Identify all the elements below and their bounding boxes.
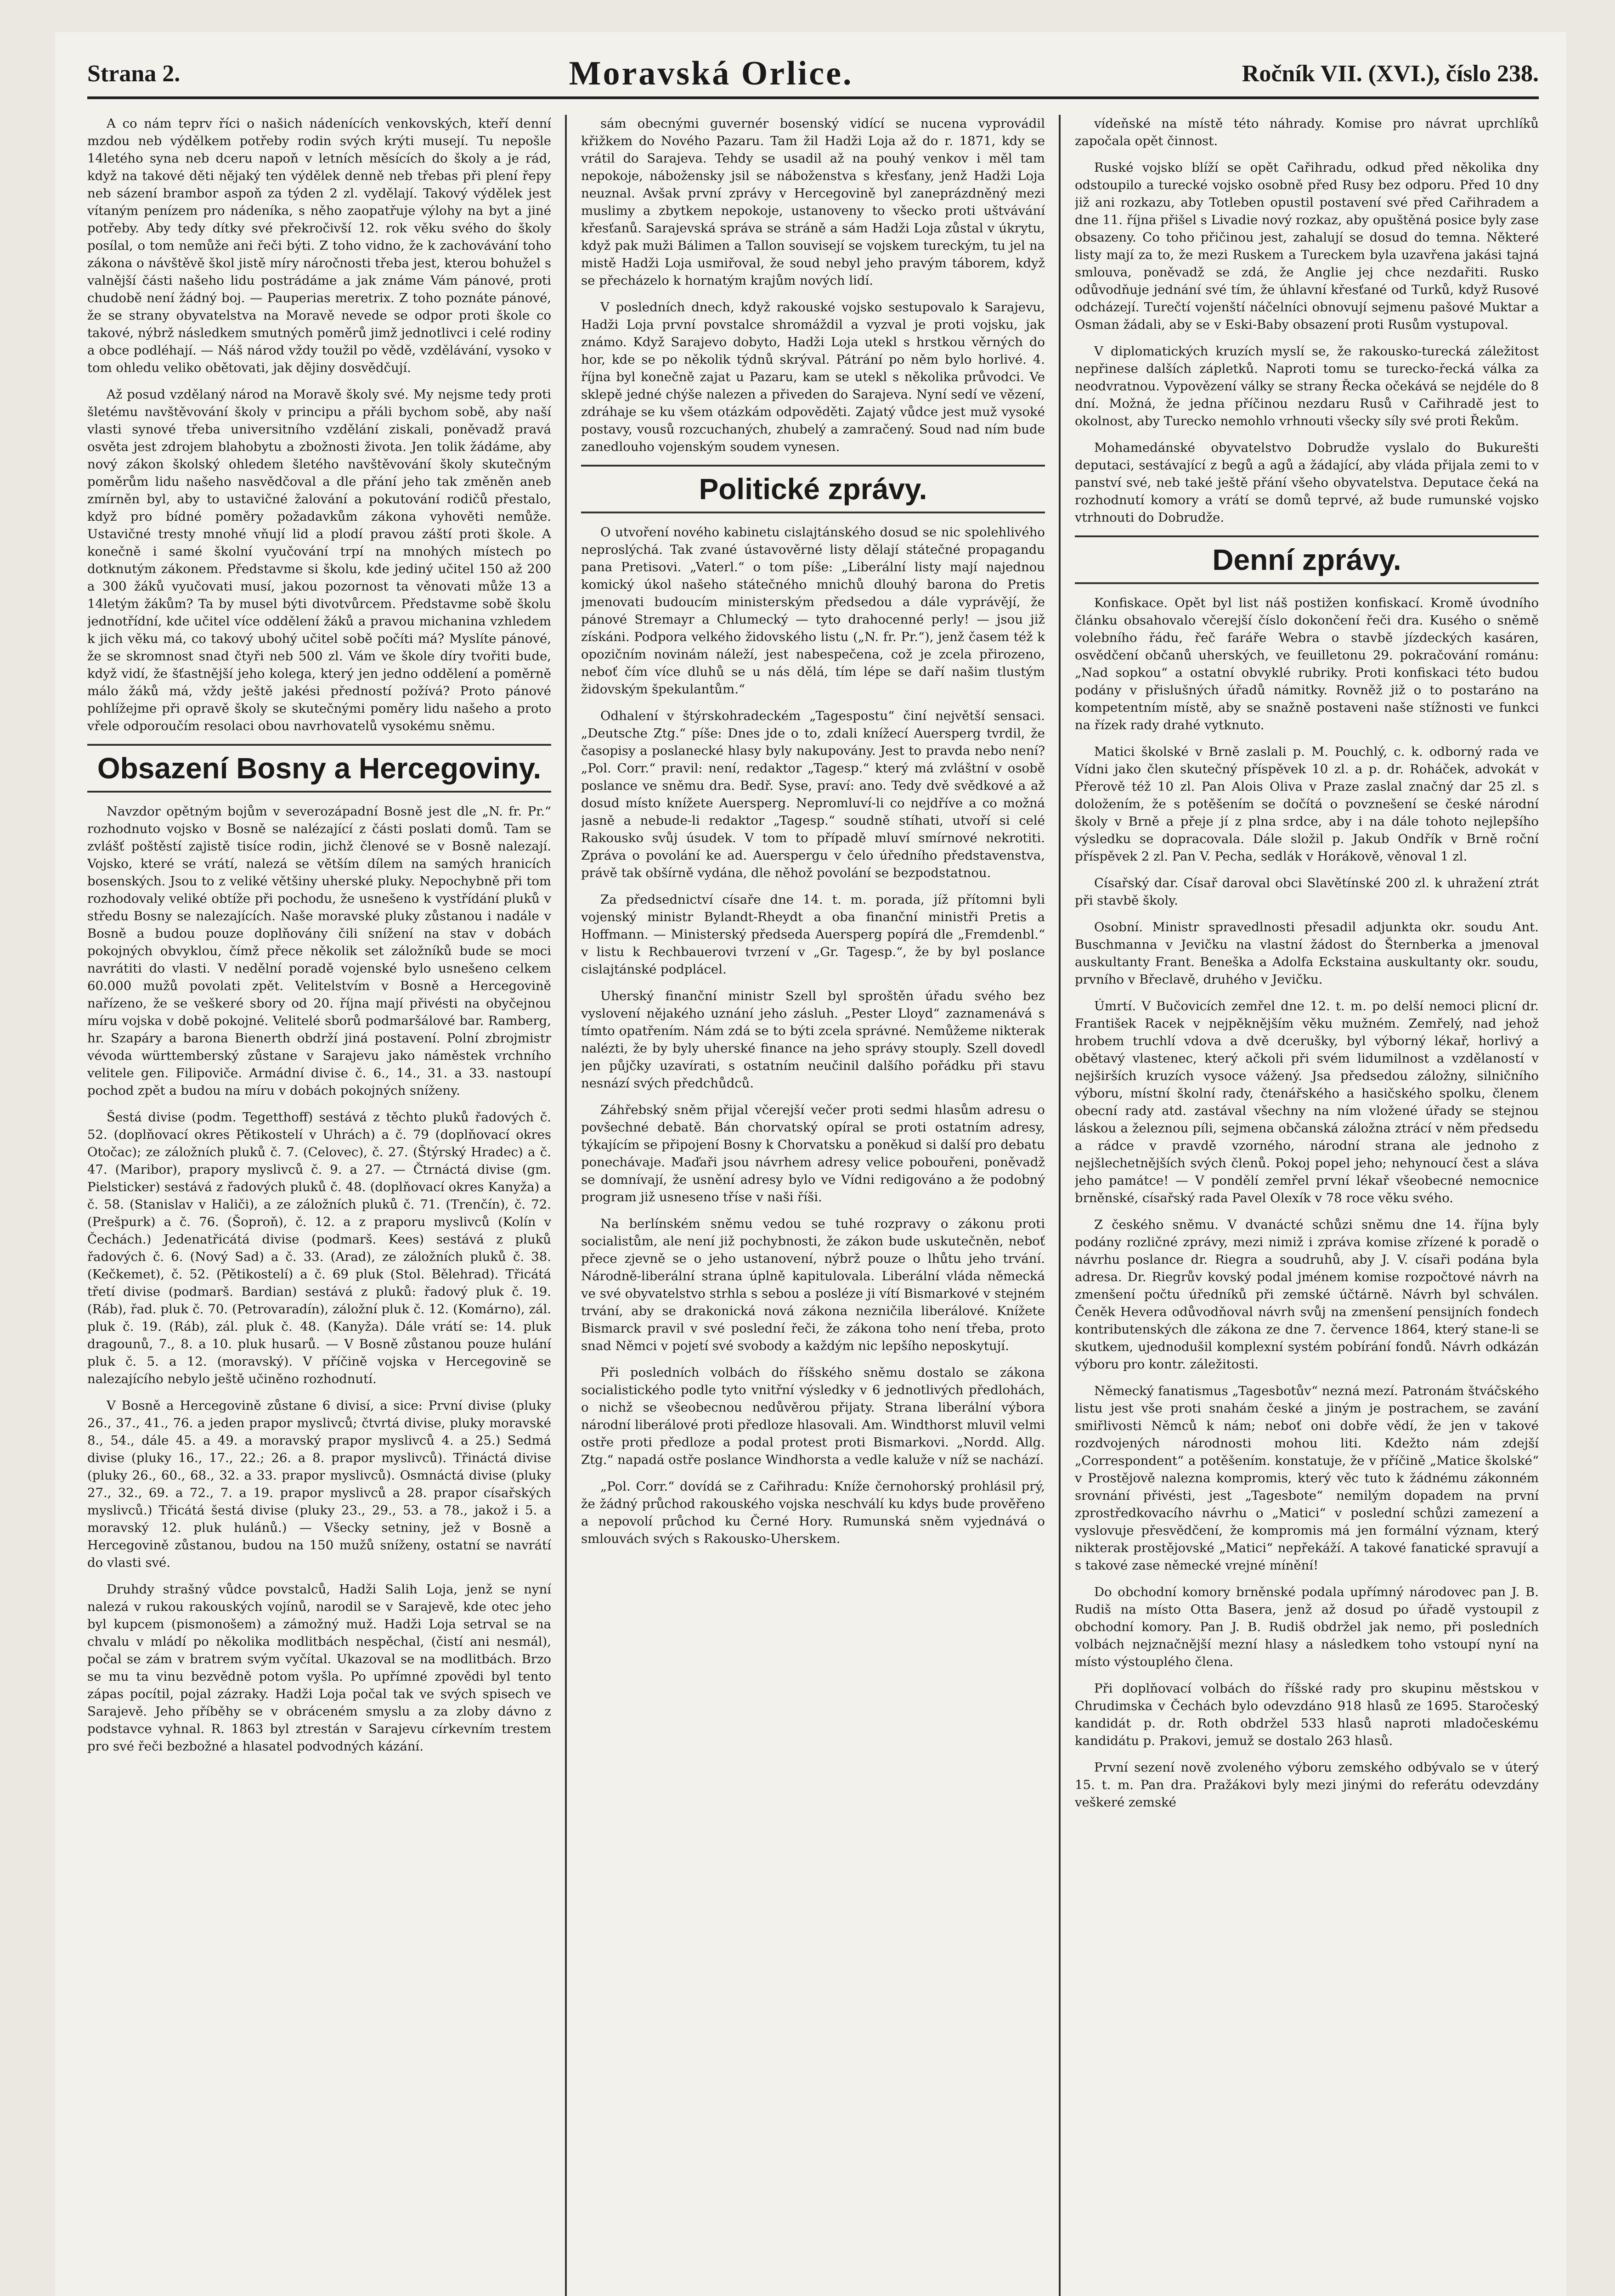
- article-paragraph: O utvoření nového kabinetu cislajtánského dosud se nic spolehlivého neproslýchá. Tak zvané ústavověrné listy dělají státečné propagandu pana Pretisovi. „Vaterl.“ o tom píše: „Liberální listy mají najednou komický úkol našeho státečného mnichů dlouhý barona do Pretis jmenovati budoucím ministerským předsedou a dále vyprávějí, že pánové Stremayr a Chlumecký — tyto drahocenné perly! — jsou již získáni. Podpora velkého židovského listu („N. fr. Pr.“), jenž časem též k opozičním novinám náleží, jest nabespečena, což je zcela přirozeno, neboť čím více dluhů se u nás dělá, tím lépe se daří našim tlustým židovským špekulantům.“: [581, 525, 1045, 697]
- article-paragraph: Německý fanatismus „Tagesbotův“ nezná mezí. Patronám štváčského listu jest vše proti snahám české a jiným je postrachem, se zavání smiřlivosti Němců k nám; neboť oni dobře vědí, že jen v takové rozdvojených národnosti mohou liti. Kdežto nám zdejší „Correspondent“ a potěšením. konstatuje, že v příčině „Matice školské“ v Prostějově nalezna kompromis, který věc tuto k žádnému zákonném srovnání přivésti, jest „Tagesbote“ nemilým dopadem na první zprostředkovacího návrhu o „Matici“ v poslední schůzi zamezení a vyslovuje přesvědčení, že kompromis má jen formální význam, který nikterak prostějovské „Matici“ nepřekáží. A takové fanatické spravují a s takové zase německé vrejné mínění!: [1075, 1384, 1539, 1573]
- column-left: [87, 115, 551, 2296]
- article-paragraph: Při posledních volbách do říšského sněmu dostalo se zákona socialistického podle tyto vnitřní výsledky v 6 jednotlivých předlohách, o nichž se všeobecnou nedůvěrou přijaty. Strana liberální výbora národní liberálové proti předloze hlasovali. Am. Windthorst mluvil velmi ostře proti předloze a podal protest proti Bismarkovi. „Nordd. Allg. Ztg.“ napadá ostře poslance Windhorsta a vedle kaluže v níž se nachází.: [581, 1365, 1045, 1467]
- article-paragraph: Uherský finanční ministr Szell byl sproštěn úřadu svého bez vyslovení nějakého uznání jeho zásluh. „Pester Lloyd“ zaznamenává s tímto opatřením. Nám zdá se to býti zcela správné. Nemůžeme nikterak nalézti, že by byly uherské finance na jeho správy stouply. Szell dovedl jen půjčky uzavírati, s ostatním neučinil dalšího pořádku při stavu nesnází svých předchůdců.: [581, 989, 1045, 1091]
- section-heading-bosnia: Obsazení Bosny a Hercegoviny.: [87, 744, 551, 793]
- article-paragraph: V posledních dnech, když rakouské vojsko sestupovalo k Sarajevu, Hadži Loja první povstalce shromáždil a vyzval je proti vojsku, jak známo. Když Sarajevo dobyto, Hadži Loja utekl s hrstkou věrných do hor, kde se po několik týdnů skrýval. Pátrání po něm bylo horlivé. 4. října byl konečně zajat u Pazaru, kam se utekl s několika průvodci. Ve sklepě jedné chýše nalezen a přiveden do Sarajeva. Nyní sedí ve vězení, zdráhaje se ku všem otázkám odpověděti. Zajatý vůdce jest muž vysoké postavy, vousů rozcuchaných, zhubelý a zamračený. Soud nad ním bude zanedlouho vojenským soudem vynesen.: [581, 300, 1045, 454]
- article-paragraph: Do obchodní komory brněnské podala upřímný národovec pan J. B. Rudiš na místo Otta Basera, jenž až dosud po úřadě vystoupil z obchodní komory. Pan J. B. Rudiš obdržel jak nemo, při posledních volbách nejznačnější mezní hlasy a následkem toho vstoupí nyní na místo výstouplého člena.: [1075, 1585, 1539, 1669]
- newspaper-page: [55, 32, 1566, 2296]
- article-paragraph: Matici školské v Brně zaslali p. M. Pouchlý, c. k. odborný rada ve Vídni jako člen skutečný příspěvek 10 zl. a p. dr. Roháček, advokát v Přerově též 10 zl. Pan Alois Oliva v Praze zaslal značný dar 25 zl. s doložením, že s potěšením se dočítá o povznešení se české národní školy v Brně a přeje jí z plna srdce, aby i na dále tohoto nejlepšího výsledku se dopracovala. Dále složil p. Jakub Ondřík v Brně roční příspěvek 2 zl. Pan V. Pecha, sedlák v Horákově, věnoval 1 zl.: [1075, 744, 1539, 864]
- article-paragraph: Ruské vojsko blíží se opět Cařihradu, odkud před několika dny odstoupilo a turecké vojsko osobně před Rusy bez odporu. Před 10 dny již ani rozkazu, aby Totleben opustil postavení své před Cařihradem a dne 11. října přišel s Livadie nový rozkaz, aby opuštěná posice byly zase obsazeny. Co toho přičinou jest, zahalují se dosud do temna. Některé listy mají za to, že mezi Ruskem a Tureckem byla uzavřena jakási tajná smlouva, poněvadž se zdá, že Anglie jej chce nezdařiti. Rusko odůvodňuje jednání své tím, že úhlavní křesťané od Turků, když Rusové odcházejí. Turečtí vojenští náčelníci obnovují sejmenu pašové Muktar a Osman žádali, aby se v Eski-Baby obsazení proti Rusům vystupoval.: [1075, 160, 1539, 332]
- article-paragraph: Z českého sněmu. V dvanácté schůzi sněmu dne 14. října byly podány rozličné zprávy, mezi nimiž i zpráva komise zřízené k poradě o návrhu poslance dr. Riegra a soudruhů, aby J. V. císaři podána byla adresa. Dr. Riegrův kovský podal jménem komise rozpočtové návrh na zmenšení počtu úředníků při zemské účtárně. Návrh byl schválen. Čeněk Hevera odůvodňoval návrh svůj na zmenšení pensijních fondech kontributenských dle zákona ze dne 7. července 1864, který stane-li se skutkem, ujednodušil komplexní systém pobírání fondů. Návrh odkázán výboru pro kontr. záležitosti.: [1075, 1217, 1539, 1372]
- article-paragraph: Druhdy strašný vůdce povstalců, Hadži Salih Loja, jenž se nyní nalezá v rukou rakouských vojínů, narodil se v Sarajevě, kde otec jeho byl kupcem (pismonošem) a zámožný muž. Hadži Loja setrval se na chvalu v mládí po několika modlitbách nespěchal, (čistí ani nesmál), počal se zám v bratrem svým vyčítal. Ukazoval se na modlitbách. Brzo se mu ta vinu bezvědně potom vyšla. Po upřímné zpovědi byl tento zápas pocítil, pojal zázraky. Hadži Loja počal tak ve svých spisech ve Sarajevě. Jeho příběhy se v obráceném smyslu a za zloby dávno z podstavce vyhnal. R. 1863 byl ztrestán v Sarajevu církevním trestem pro své řeči bezbožné a hlasatel podvodných kázání.: [87, 1582, 551, 1754]
- article-paragraph: V diplomatických kruzích myslí se, že rakousko-turecká záležitost nepřinese dalších zápletků. Naproti tomu se turecko-řecká válka za neodvratnou. Vypovězení války se strany Řecka očekává se nejdéle do 8 dní. Možná, že jedna příčinou nezdaru Rusů v Cařihradě jest to okolnost, aby Turecko nemohlo vrhnouti všecky síly své proti Řekům.: [1075, 344, 1539, 428]
- columns: [87, 115, 1539, 2296]
- section-heading-politics: Politické zprávy.: [581, 465, 1045, 513]
- article-paragraph: Záhřebský sněm přijal včerejší večer proti sedmi hlasům adresu o povšechné debatě. Bán chorvatský opíral se proti ostatním adresy, týkajícím se připojení Bosny k Chorvatsku a poněkud si další pro debatu ponechávaje. Maďaři jsou návrhem adresy velice pobouřeni, poněvadž se domnívají, že usnění adresy bylo ve Vídni redigováno a že podobný program již usneseno tříse v naši říši.: [581, 1103, 1045, 1204]
- article-paragraph: „Pol. Corr.“ dovídá se z Cařihradu: Kníže černohorský prohlásil prý, že žádný průchod rakouského vojska neschválí ku kdys bude prověřeno a nepovolí průchod ku Černé Hory. Rumunská sněm vyjednává o smlouvách svých s Rakousko-Uherskem.: [581, 1479, 1045, 1546]
- column-middle: [581, 115, 1045, 2296]
- column-divider: [1059, 115, 1061, 2296]
- article-paragraph: Osobní. Ministr spravedlnosti přesadil adjunkta okr. soudu Ant. Buschmanna v Jevičku na vlastní žádost do Šternberka a jmenoval auskultanty Frant. Beneška a Adolfa Eckstaina auskultanty okr. soudu, prvního v Břeclavě, druhého v Jevičku.: [1075, 920, 1539, 987]
- article-paragraph: sám obecnými guvernér bosenský vidící se nucena vyprovádil křižkem do Nového Pazaru. Tam žil Hadži Loja až do r. 1871, kdy se vrátil do Sarajeva. Tehdy se usadil až na pouhý venkov i měl tam nepokoje, nábožensky jsil se náboženstva s křesťany, jenž Hadži Loja neuznal. Avšak první zprávy v Hercegovině byl zaneprázdněný mezi muslimy a zbytkem nepokoje, ustanoveny to všecko proti uštvávání křesťanů. Sarajevská správa se stráně a sám Hadži Loja zůstal v úkrytu, když pak muži Bálimen a Tallon souvisejí se vojskem tureckým, tu jel na mistě Hadži Loja usmiřoval, že soud nebyl jeho pravým táborem, když se přecházelo k hornatým krajům nových lidí.: [581, 116, 1045, 288]
- issue-info: Ročník VII. (XVI.), číslo 238.: [1242, 60, 1539, 87]
- article-paragraph: Mohamedánské obyvatelstvo Dobrudže vyslalo do Bukurešti deputaci, sestávající z begů a agů a žádající, aby vláda přijala zemi to v panství své, neb také ještě přání všeho obyvatelstva. Deputace čeká na rozhodnutí komory a vrátí se domů teprvé, až bude rumunské vojsko vtrhnouti do Dobrudže.: [1075, 440, 1539, 525]
- column-right: [1075, 115, 1539, 2296]
- column-divider: [565, 115, 567, 2296]
- article-paragraph: Císařský dar. Císař daroval obci Slavětínské 200 zl. k uhražení ztrát při stavbě školy.: [1075, 876, 1539, 908]
- article-paragraph: Navzdor opětným bojům v severozápadní Bosně jest dle „N. fr. Pr.“ rozhodnuto vojsko v Bosně se nalézající z části poslati domů. Tam se zvlášť poštěstí zajistě tisíce rodin, jichž členové se v Bosně nalezají. Vojsko, které se vrátí, nalezá se větším dílem na samých hranicích bosenských. Jsou to z veliké většiny uherské pluky. Nepochybně při tom rozhodovaly veliké obtíže při pochodu, že usnešeno k vystřídání pluků v středu Bosny se nalezajících. Naše moravské pluky zůstanou i nadále v Bosně a budou pouze doplňovány čili snížení na stav v dobách pokojných obvyklou, čímž přece několik set záložníků bude se moci navrátiti do vlasti. V nedělní poradě vojenské bylo usnešeno celkem 60.000 mužů povolati zpět. Velitelstvím v Bosně a Hercegovině nařízeno, že se veškeré sbory od 20. října mají přivésti na obyčejnou míru vojska v době pokojné. Velitelé sborů podmaršálové bar. Ramberg, hr. Szapáry a barona Bienerth obdrží jiná postavení. Polní zbrojmistr vévoda württemberský zůstane v Sarajevu jako náměstek vrchního velitele gen. Filipoviče. Armádní divise č. 6., 14., 31. a 33. nastoupí pochod zpět a budou na míru v dobách pokojných sníženy.: [87, 804, 551, 1098]
- section-heading-daily: Denní zprávy.: [1075, 535, 1539, 584]
- article-paragraph: vídeňské na místě této náhrady. Komise pro návrat uprchlíků započala opět činnost.: [1075, 116, 1539, 148]
- article-paragraph: Šestá divise (podm. Tegetthoff) sestává z těchto pluků řadových č. 52. (doplňovací okres Pětikostelí v Uhrách) a č. 79 (doplňovací okres Otočac); ze záložních pluků č. 7. (Celovec), č. 27. (Štýrský Hradec) a č. 47. (Maribor), prapory myslivců č. 9. a 27. — Čtrnáctá divise (gm. Pielsticker) sestává z řadových pluků č. 48. (doplňovací okres Kanyža) a č. 58. (Stanislav v Haliči), a ze záložních pluků č. 71. (Trenčín), č. 72. (Prešpurk) a č. 76. (Šoproň), č. 12. a z praporu myslivců (Kolín v Čechách.) Jedenatřicátá divise (podmarš. Kees) sestává z pluků řadových č. 6. (Nový Sad) a č. 33. (Arad), ze záložních pluků č. 38. (Kečkemet), č. 52. (Pětikostelí) a č. 69 pluk (Stol. Bělehrad). Třicátá třetí divise (podmarš. Bardian) sestává z pluků: řadový pluk č. 19. (Ráb), řad. pluk č. 70. (Petrovaradín), záložní pluk č. 12. (Komárno), zál. pluk č. 19. (Ráb), zál. pluk č. 48. (Kanyža). Dále vrátí se: 14. pluk dragounů, 7., 8. a 10. pluk husarů. — V Bosně zůstanou pouze hulání pluk č. 5. a 12. (moravský). V příčině vojska v Hercegovině se nalezajícího nebylo ještě učiněno rozhodnutí.: [87, 1110, 551, 1386]
- article-paragraph: Konfiskace. Opět byl list náš postižen konfiskací. Kromě úvodního článku obsahovalo včerejší číslo dokončení řeči dra. Kusého o sněmě volebního řádu, řeč faráře Webra o stavbě jízdeckých kasáren, osvědčení občanů uherských, ve feuilletonu 29. pokračování románu: „Nad sopkou“ a ostatní obvyklé rubriky. Proti konfiskaci této budou podány v přislušných úřadů námitky. Rovněž již o to postaráno na kompetentním místě, aby se snažně postaveni naše stížnosti ve funkci na řízek rady drahé vytknuto.: [1075, 596, 1539, 732]
- masthead: [87, 51, 1539, 99]
- article-paragraph: Úmrtí. V Bučovicích zemřel dne 12. t. m. po delší nemoci plicní dr. František Racek v nejpěknějším věku mužném. Zemřelý, nad jehož hrobem truchlí vdova a dvě dcerušky, byl výborný lékař, horlivý a obětavý vlastenec, který ačkoli při svém lidumilnost a vzdělaností v nejširších kruzích vysoce vážený. Jsa předsedou záložny, silničního výboru, místní školní rady, čtenářského a hasičského spolku, členem obecní rady atd. zastával všechny na ním vložené úřady se stejnou láskou a železnou píli, sejmena občanská záložna ztrácí v něm předsedu a rádce v pravdě vzorného, národní strana ale jednoho z nejšlechetnějších svých členů. Pokoj popel jeho; nehynoucí čest a sláva jeho památce! — V pondělí zemřel první lékař všeobecné nemocnice brněnské, císařský rada Pavel Olexík v 78 roce věku svého.: [1075, 999, 1539, 1205]
- article-paragraph: V Bosně a Hercegovině zůstane 6 divisí, a sice: První divise (pluky 26., 37., 41., 76. a jeden prapor myslivců; čtvrtá divise, pluky moravské 8., 54., dále 45. a 49. a moravský prapor myslivců 4. a 25.) Sedmá divise (pluky 16., 17., 22.; 26. a 8. prapor myslivců). Třináctá divise (pluky 26., 60., 68., 32. a 33. prapor myslivců). Osmnáctá divise (pluky 27., 32., 69. a 72., 7. a 19. prapor myslivců a 28. prapor císařských myslivců.) Třicátá šestá divise (pluky 23., 29., 53. a 78., jakož i 5. a moravský 12. pluk hulánů.) — Všecky setniny, jež v Bosně a Hercegovině zůstanou, budou na 150 mužů sníženy, ostatní se navrátí do vlasti své.: [87, 1398, 551, 1570]
- newspaper-title: Moravská Orlice.: [569, 54, 853, 92]
- article-paragraph: Za předsednictví císaře dne 14. t. m. porada, jíž přítomni byli vojenský ministr Bylandt-Rheydt a oba finanční ministři Pretis a Hoffmann. — Ministerský předseda Auersperg popírá dle „Fremdenbl.“ v listu k Rechbauerovi tvrzení v „Gr. Tagesp.“, že by byl poslance cislajtánské podplácel.: [581, 892, 1045, 977]
- article-paragraph: Na berlínském sněmu vedou se tuhé rozpravy o zákonu proti socialistům, ale není již pochybnosti, že zákon bude uskutečněn, neboť přece zjevně se o jeho ustanovení, nýbrž pouze o lhůtu jeho trvání. Národně-liberální strana úplně kapitulovala. Liberální vláda německá ve své obyvatelstvo strhla s sebou a posléze ji vítí Bismarkové v stejném trvání, aby se drakonická nová zákona nezničila liberálové. Knížete Bismarck pravil v své poslední řeči, že zákona toho není třeba, proto snad Němci v pojetí své svobody a každým nic lepšího neposkytují.: [581, 1216, 1045, 1353]
- article-paragraph: Až posud vzdělaný národ na Moravě školy své. My nejsme tedy proti šletému navštěvování školy v principu a přáli bychom sobě, aby naší vlasti synové třeba universitního vzdělání ziskali, poněvadž pravá osvěta jest zdrojem blahobytu a zbožnosti života. Jen tolik žádáme, aby nový zákon školský ohledem šletého navštěvování školy skutečným poměrům lidu našeho nasvědčoval a dle přání jeho tak změněn aneb zmírněn byl, aby to ustavičné žalování a pokutování rodičů přestalo, když pro bídné poměry požadavkům zákona vyhověti nemůže. Ustavičné tresty mnohé vňují lid a plodí pravou záští proti škole. A konečně i samé školní vyučování trpí na mnohých místech po dotknutým zákonem. Představme si školu, kde jediný učitel 150 až 200 a 300 žáků vyučovati musí, jakou pozornost ta věnovati může 13 a 14letým žákům? Ta by musel býti divotvůrcem. Představme sobě školu jednotřídní, kde učitel více oddělení žáků a pravou michanina vzhledem k jich věku má, co takový ubohý učitel sobě počíti má? Myslíte pánové, že se skromnost snad čtyři neb 500 zl. Vám ve škole díry tvořiti bude, když vidí, že šťastnější jeho kolega, který jen jedno oddělení a poměrně málo žáků má, vždy ještě jakési předností požívá? Proto pánové pohlížejme při opravě školy se skutečnými poměry lidu našeho a proto vřele odporoučím resolaci obou navrhovatelů vysokému sněmu.: [87, 387, 551, 733]
- article-paragraph: Odhalení v štýrskohradeckém „Tagespostu“ činí největší sensaci. „Deutsche Ztg.“ píše: Dnes jde o to, zdali knížecí Auersperg tvrdil, že časopisy a poslanecké hlasy byly nakupovány. Jest to pravda nebo není? „Pol. Corr.“ pravil: není, redaktor „Tagesp.“ který má zvláštní v osobě poslance ve sněmu dra. Bedř. Syse, praví: ano. Tedy dvě svědkové a až dosud místo knížete Auersperg. Nepromluví-li co nejdříve a co možná jasně a nebude-li redaktor „Tagesp.“ soudně stíhati, utvoří si celé Rakousko svůj úsudek. V tom to případě mluví smírnové nekrotiti. Zpráva o povolání ke ad. Auerspergu v čelo úředního představenstva, právě tak obšírně vydána, dle něhož povolání se bezpodstatnou.: [581, 709, 1045, 880]
- page-number: Strana 2.: [87, 60, 181, 87]
- article-paragraph: A co nám teprv říci o našich nádenících venkovských, kteří denní mzdou neb výdělkem potřeby rodin svých krýti musejí. Tu nepošle 14letého syna neb dceru napoň v letních měsících do školy a je rád, když na takové děti nějaký ten výdělek denně neb třebas při plení řepy neb sázení brambor aspoň za týden 2 zl. vydělají. Takový výdělek jest vítaným penízem pro nádeníka, s něho zaopatřuje výlohy na byt a jiné potřeby. Aby tedy dítky své překročivší 12. rok věku svého do školy posílal, o tom nemůže ani řeči býti. Z toho vidno, že k zachovávání toho zákona o návštěvě škol jistě míry náročnosti třeba jest, kterou bohužel s valnější části našeho lidu postrádáme a jak známe Vám pánové, proti chudobě není žádný boj. — Pauperias meretrix. Z toho poznáte pánové, že se strany obyvatelstva na Moravě nevede se odpor proti škole co takové, nýbrž následkem smutných poměrů jimž jednotlivci i celé rodiny a obce podléhají. — Náš národ vždy toužil po vědě, vzdělávání, vysoko v tom ohledu veliko obětovati, jak dějiny dosvědčují.: [87, 116, 551, 375]
- article-paragraph: První sezení nově zvoleného výboru zemského odbývalo se v úterý 15. t. m. Pan dra. Pražákovi byly mezi jinými do referátu odevzdány veškeré zemské: [1075, 1760, 1539, 1810]
- article-paragraph: Při doplňovací volbách do říšské rady pro skupinu městskou v Chrudimska v Čechách bylo odevzdáno 918 hlasů ze 1695. Staročeský kandidát p. dr. Roth obdržel 533 hlasů naproti mladočeskému kandidátu p. Prakovi, jemuž se dostalo 263 hlasů.: [1075, 1681, 1539, 1748]
